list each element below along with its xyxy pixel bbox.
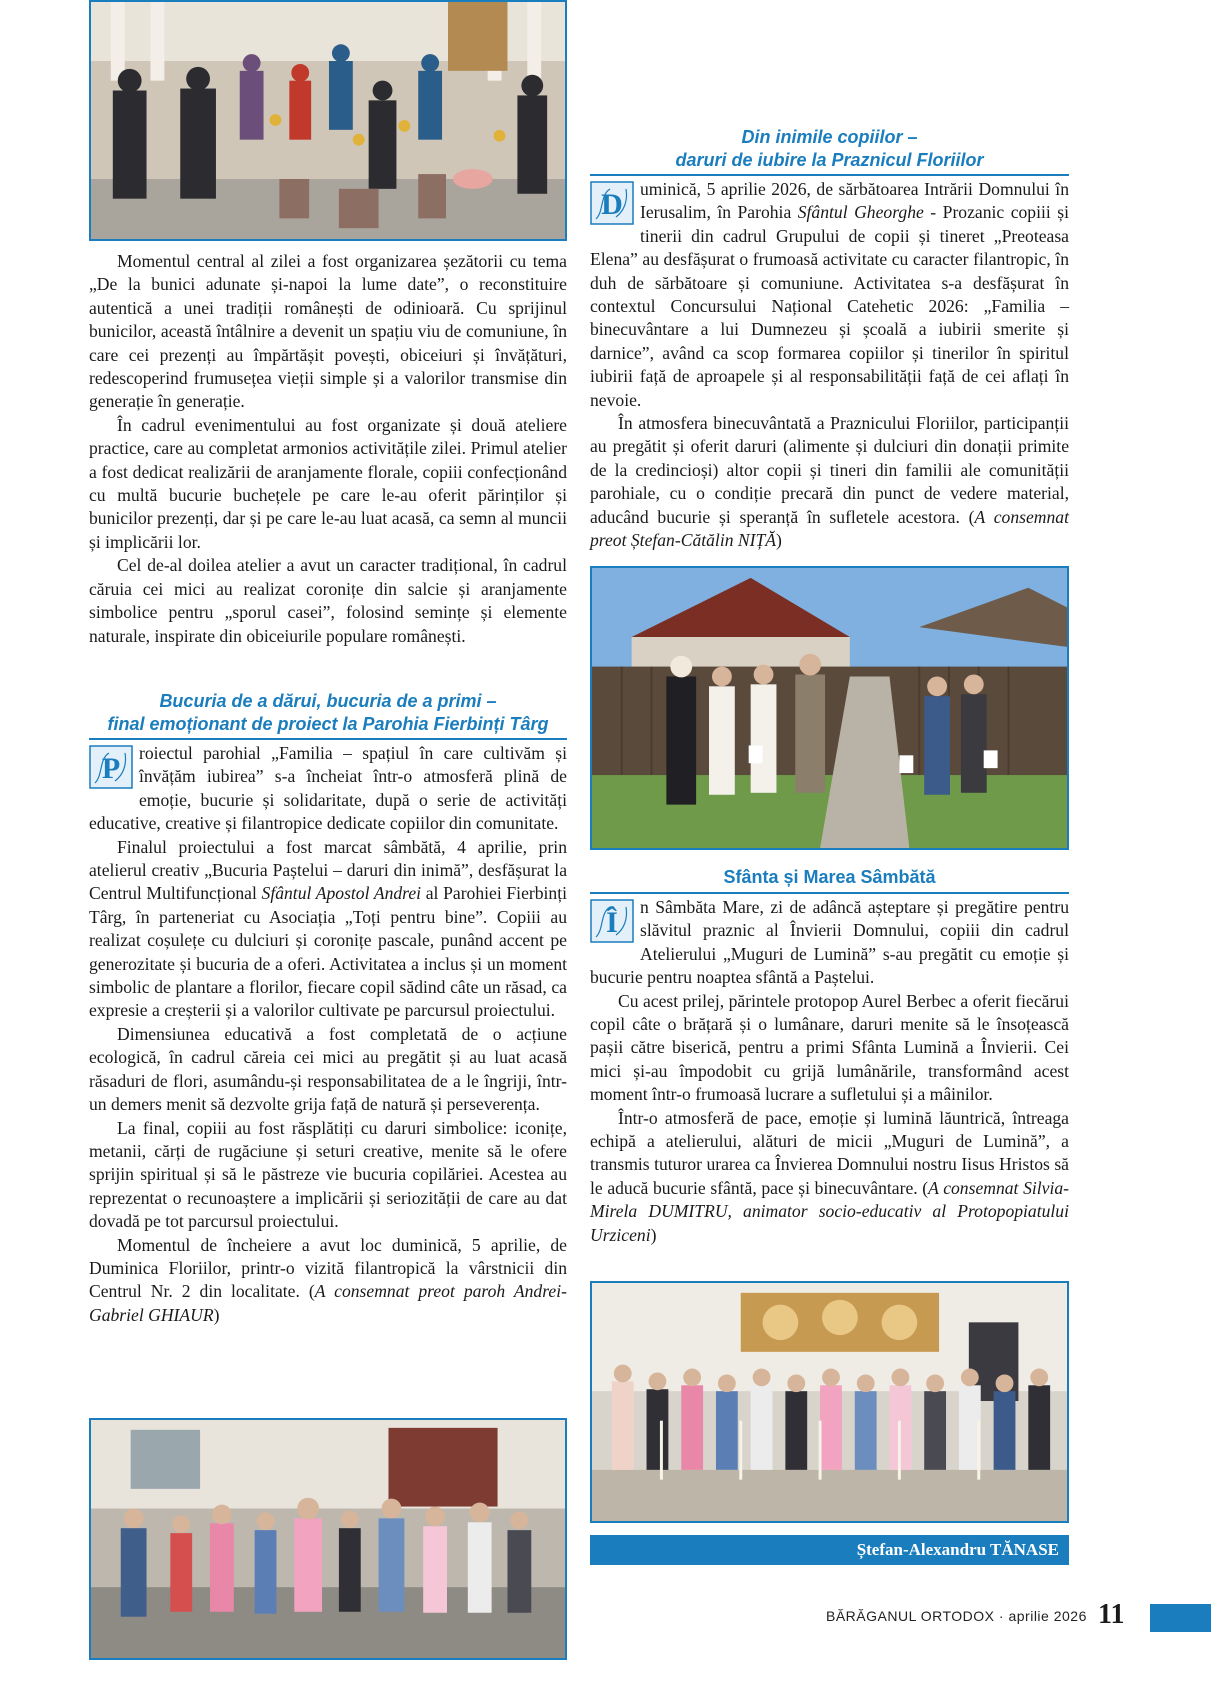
dropcap-ornament — [89, 745, 133, 789]
paragraph: În atmosfera binecuvântată a Praznicului Floriilor, participanții au pregătit și oferit daruri (alimente și dulciuri din donații primite de la credincioși) altor copii și tineri din familii ale comunității parohiale, cu o condiție precară din punct de vedere material, aducând bucurie și speranță în sufletele acestora. (A consemnat preot Ștefan-Cătălin NIȚĂ) — [590, 413, 1069, 551]
dropcap-letter: Î — [606, 906, 618, 939]
paragraph: roiectul parohial „Familia – spațiul în care cultivăm și învățăm iubirea” s-a încheiat într-o atmosferă plină de emoție, bucurie și solidaritate, după o serie de activități educative, creative și filantropice dedicate copiilor din comunitate. — [89, 743, 567, 834]
footer-accent-bar — [1150, 1604, 1211, 1632]
paragraph: uminică, 5 aprilie 2026, de sărbătoarea Intrării Domnului în Ierusalim, în Parohia Sfântul Gheorghe - Prozanic copiii și tinerii din cadrul Grupului de copii și tineret „Preoteasa Elena” au desfășurat o frumoasă activitate cu caracter filantropic, în duh de sărbătoare și comuniune. Activitatea s-a desfășurat în contextul Concursului Național Catehetic 2026: „Familia – binecuvântare a lui Dumnezeu și școală a iubirii smerite și darnice”, având ca scop formarea copiilor și tinerilor în spiritul iubirii față de aproapele și al responsabilității față de cei aflați în nevoie. — [590, 179, 1069, 410]
article-title-line: Sfânta și Marea Sâmbătă — [723, 867, 936, 887]
article-title-line: daruri de iubire la Praznicul Floriilor — [675, 150, 984, 170]
article-title-line: Bucuria de a dărui, bucuria de a primi – — [159, 691, 497, 711]
paragraph: Finalul proiectului a fost marcat sâmbătă, 4 aprilie, prin atelierul creativ „Bucuria Paștelui – daruri din inimă”, desfășurat la Centrul Multifuncțional Sfântul Apostol Andrei al Parohiei Fierbinți Târg, în parteneriat cu Asociația „Toți pentru bine”. Copiii au realizat coșulețe cu dulciuri și coronițe pascale, punând accent pe generozitate și bucuria de a oferi. Activitatea a inclus și un moment simbolic de plantare a florilor, fiecare copil sădind câte un răsad, ca expresie a creșterii și a valorilor cultivate pe parcursul proiectului. — [89, 836, 567, 1021]
article-heading-florii — [590, 126, 1069, 176]
dropcap-ornament — [590, 899, 634, 943]
photo-church-group — [89, 0, 567, 241]
issue-date: aprilie 2026 — [1008, 1608, 1087, 1624]
photo-children-village — [590, 566, 1069, 850]
dropcap-ornament — [590, 181, 634, 225]
paragraph: Momentul de încheiere a avut loc duminică, 5 aprilie, de Duminica Floriilor, printr-o vizită filantropică la vârstnicii din Centrul Nr. 2 din localitate. (A consemnat preot paroh Andrei-Gabriel GHIAUR) — [89, 1234, 567, 1325]
article-heading-fierbinti — [89, 690, 567, 740]
article-title-line: final emoționant de proiect la Parohia Fierbinți Târg — [107, 714, 549, 734]
dropcap-letter: D — [601, 188, 623, 221]
paragraph: În cadrul evenimentului au fost organizate și două ateliere practice, care au completat armonios activitățile zilei. Primul atelier a fost dedicat realizării de aranjamente florale, copiii confecționând cu multă bucurie buchețele pe care le-au oferit părinților și bunicilor prezenți, dar și pe care le-au luat acasă, ca semn al muncii și implicării lor. — [89, 414, 567, 552]
publication-line: BĂRĂGANUL ORTODOX · aprilie 2026 — [826, 1608, 1087, 1624]
article-title-line: Din inimile copiilor – — [741, 127, 918, 147]
publication-name: BĂRĂGANUL ORTODOX — [826, 1608, 995, 1624]
paragraph: Într-o atmosferă de pace, emoție și lumină lăuntrică, întreaga echipă a atelierului, alături de micii „Muguri de Lumină”, a transmis tuturor urarea ca Învierea Domnului nostru Iisus Hristos să le aducă bucurie sfântă, pace și binecuvântare. (A consemnat Silvia-Mirela DUMITRU, animator socio-educativ al Protopopiatului Urziceni) — [590, 1107, 1069, 1245]
paragraph: Dimensiunea educativă a fost completată de o acțiune ecologică, în cadrul căreia cei mici au pregătit și au luat acasă răsaduri de flori, asumându-și responsabilitatea de a le îngriji, într-un demers menit să dezvolte grija față de natură și perseverența. — [89, 1023, 567, 1115]
paragraph: La final, copiii au fost răsplătiți cu daruri simbolice: iconițe, metanii, cărți de rugăciune și seturi creative, menite să le ofere sprijin spiritual și să le păstreze vie bucuria copilăriei. Acestea au reprezentat o recunoaștere a implicării și seriozității de care au dat dovadă pe tot parcursul proiectului. — [89, 1117, 567, 1232]
photo-children-candles — [590, 1281, 1069, 1523]
article-heading-sambata — [590, 866, 1069, 894]
page-footer — [0, 1599, 1211, 1632]
paragraph: n Sâmbăta Mare, zi de adâncă așteptare și pregătire pentru slăvitul praznic al Învierii Domnului, copiii din cadrul Atelierului „Muguri de Lumină” s-au pregătit cu emoție și bucurie pentru noaptea sfântă a Paștelui. — [590, 897, 1069, 988]
paragraph: Cel de-al doilea atelier a avut un caracter tradițional, în cadrul căruia cei mici au realizat coronițe din salcie și aranjamente simbolice pentru „sporul casei”, folosind semințe și elemente naturale, inspirate din obiceiurile populare românești. — [89, 555, 567, 646]
paragraph: Momentul central al zilei a fost organizarea șezătorii cu tema „De la bunici adunate și-napoi la lume date”, o reconstituire autentică a unei tradiții românești de odinioară. Cu sprijinul bunicilor, această întâlnire a devenit un spațiu viu de comuniune, în care cei prezenți au împărtășit povești, obiceiuri și învățături, redescoperind frumusețea vieții simple și a valorilor transmise din generație în generație. — [89, 251, 567, 412]
paragraph: Cu acest prilej, părintele protopop Aurel Berbec a oferit fiecărui copil câte o brățară și o lumânare, daruri menite să le însoțească pașii către biserică, pentru a primi Sfânta Lumină a Învierii. Cei mici și-au împodobit cu grijă lumânările, transformând acest moment într-o frumoasă lucrare a sufletului și a mâinilor. — [590, 990, 1069, 1105]
dropcap-letter: P — [101, 752, 121, 785]
page-number: 11 — [1098, 1599, 1125, 1630]
photo-credit: Ștefan-Alexandru TĂNASE — [590, 1535, 1069, 1565]
